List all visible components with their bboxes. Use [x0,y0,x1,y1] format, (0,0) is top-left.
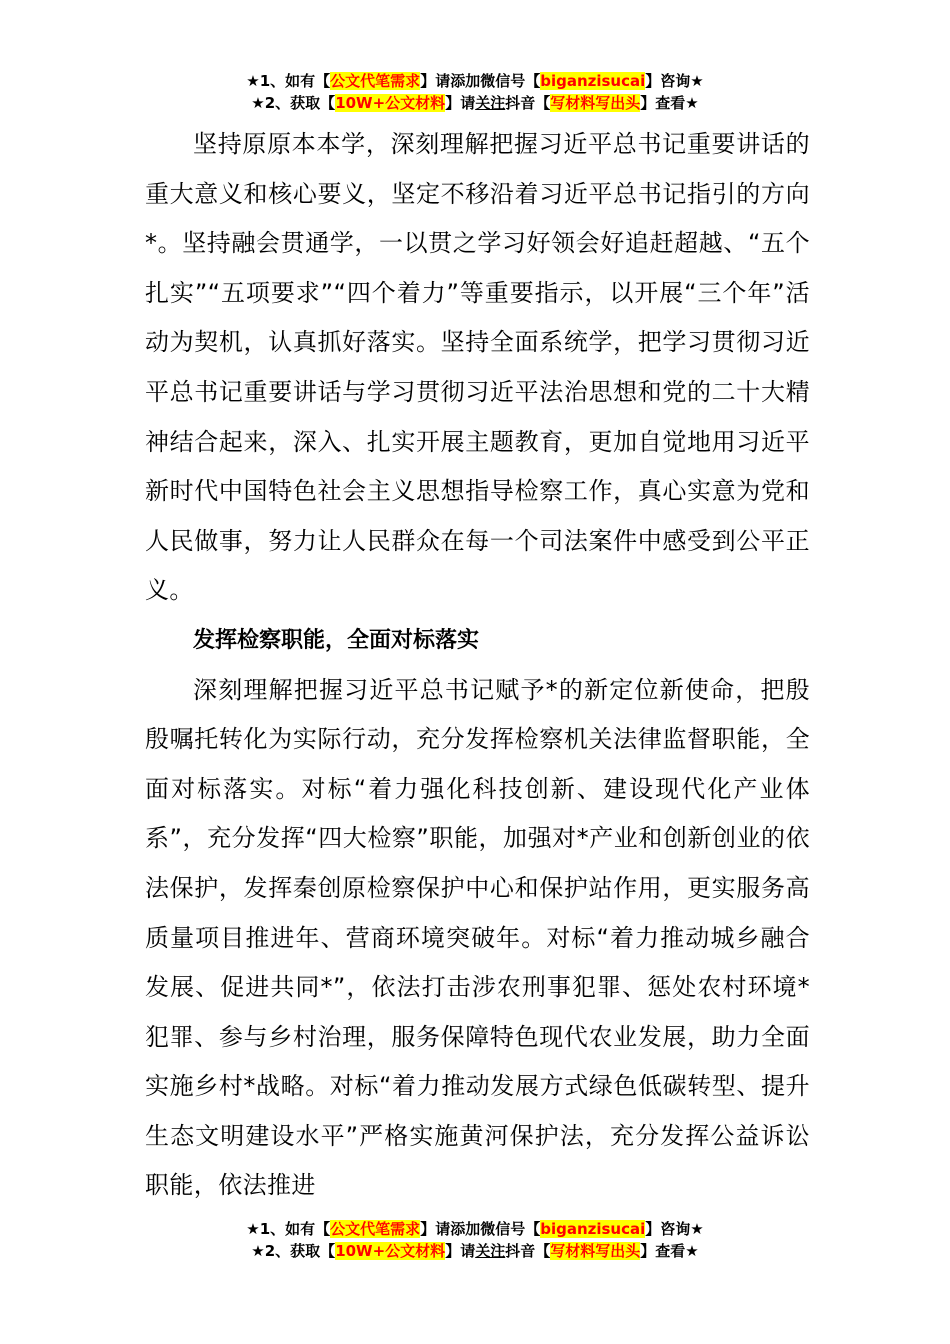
banner-text: 】请添加微信号【 [420,1220,541,1238]
banner-text: 】咨询★ [645,1220,704,1238]
body-paragraph-2: 深刻理解把握习近平总书记赋予*的新定位新使命，把殷殷嘱托转化为实际行动，充分发挥检察机关法律监督职能，全面对标落实。对标“着力强化科技创新、建设现代化产业体系”，充分发挥“四大检察”职能，加强对*产业和创新创业的依法保护，发挥秦创原检察保护中心和保护站作用，更实服务高质量项目推进年、营商环境突破年。对标“着力推动城乡融合发展、促进共同*”，依法打击涉农刑事犯罪、惩处农村环境*犯罪、参与乡村治理，服务保障特色现代农业发展，助力全面实施乡村*战略。对标“着力推动发展方式绿色低碳转型、提升生态文明建设水平”严格实施黄河保护法，充分发挥公益诉讼职能，依法推进 [145,675,810,1200]
banner-text: 】请添加微信号【 [420,72,541,90]
banner-text: 】请 [445,1242,476,1260]
banner-line-1 [0,1218,950,1240]
highlight-text: 公文代笔需求 [330,1220,421,1238]
banner-text: 抖音【 [505,94,551,112]
section-heading: 发挥检察职能，全面对标落实 [193,627,480,653]
banner-text: 】查看★ [640,1242,699,1260]
banner-text: ★1、如有【 [246,1220,331,1238]
banner-text: 】查看★ [640,94,699,112]
wechat-id: biganzisucai [540,1220,646,1238]
wechat-id: biganzisucai [540,72,646,90]
body-paragraph-1: 坚持原原本本学，深刻理解把握习近平总书记重要讲话的重大意义和核心要义，坚定不移沿着习近平总书记指引的方向*。坚持融会贯通学，一以贯之学习好领会好追赶超越、“五个扎实”“五项要求”“四个着力”等重要指示，以开展“三个年”活动为契机，认真抓好落实。坚持全面系统学，把学习贯彻习近平总书记重要讲话与学习贯彻习近平法治思想和党的二十大精神结合起来，深入、扎实开展主题教育，更加自觉地用习近平新时代中国特色社会主义思想指导检察工作，真心实意为党和人民做事，努力让人民群众在每一个司法案件中感受到公平正义。 [145,130,810,605]
banner-text: 】请 [445,94,476,112]
underlined-text: 关注 [475,94,506,112]
banner-text: ★2、获取【 [251,94,336,112]
underlined-text: 关注 [475,1242,506,1260]
banner-text: ★1、如有【 [246,72,331,90]
douyin-account: 写材料写出头 [550,94,641,112]
header-banner [0,70,950,114]
highlight-text: 10W+公文材料 [335,1242,446,1260]
banner-text: 抖音【 [505,1242,551,1260]
footer-banner [0,1218,950,1262]
highlight-text: 10W+公文材料 [335,94,446,112]
banner-line-2 [0,1240,950,1262]
douyin-account: 写材料写出头 [550,1242,641,1260]
banner-line-1 [0,70,950,92]
banner-line-2 [0,92,950,114]
highlight-text: 公文代笔需求 [330,72,421,90]
banner-text: ★2、获取【 [251,1242,336,1260]
document-body [145,120,810,1211]
banner-text: 】咨询★ [645,72,704,90]
